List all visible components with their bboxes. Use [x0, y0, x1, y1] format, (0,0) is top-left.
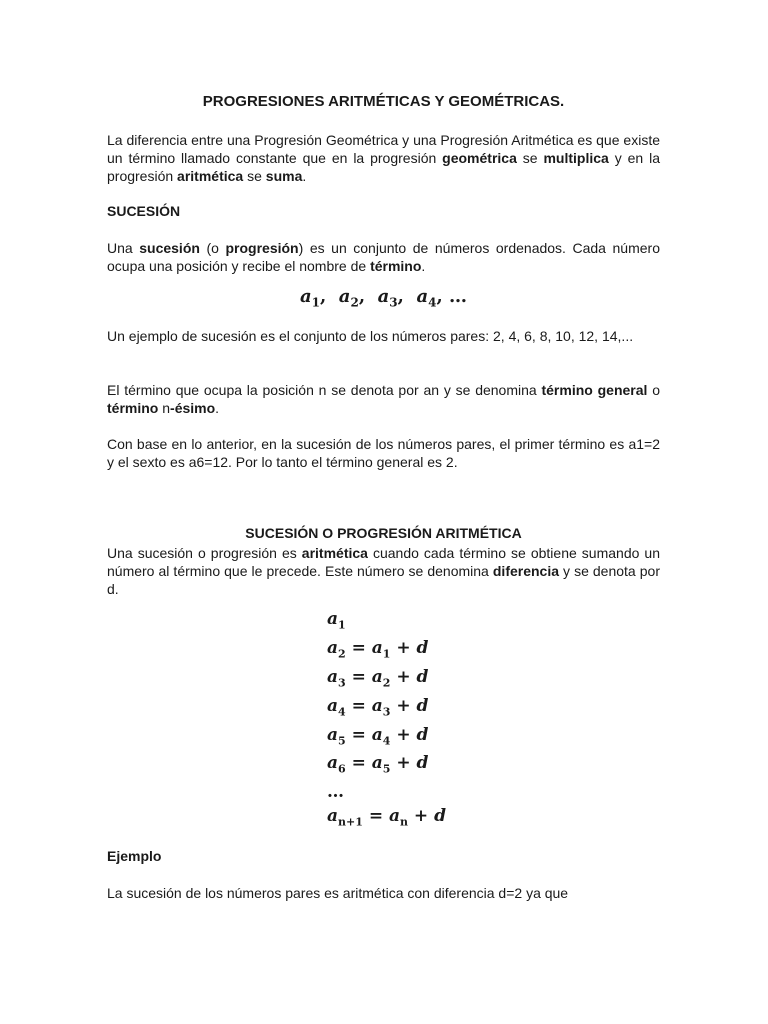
seq-term-4: $a_4$	[416, 286, 437, 310]
ejemplo-paragraph: La sucesión de los números pares es aritmética con diferencia d=2 ya que	[107, 885, 569, 901]
aritmetica-heading: SUCESIÓN O PROGRESIÓN ARITMÉTICA	[245, 525, 522, 541]
equation-ellipsis: …	[327, 782, 344, 803]
p5-bold-aritmetica: aritmética	[301, 545, 368, 561]
p1-bold-termino: término	[370, 258, 422, 274]
seq-term-1: $a_1$	[299, 286, 320, 310]
p3-bold-esimo: -ésimo	[170, 400, 216, 416]
p1-bold-sucesion: sucesión	[139, 240, 200, 256]
equation-row: $a_5 = a_4 + d$	[327, 724, 429, 747]
intro-text-1: La diferencia entre una Progresión Geométrica y una Progresión Aritmética es que existe un término llamado constante que en la progresión	[107, 132, 660, 166]
equation-general-term: $a_{n+1} = a_n + d$	[327, 805, 446, 829]
equation-row: $a_2 = a_1 + d$	[327, 637, 429, 661]
seq-ellipsis: …	[449, 286, 468, 307]
intro-text-5: .	[302, 168, 307, 184]
p5-text-3: y se denota por d.	[107, 563, 660, 597]
intro-bold-aritmetica: aritmética	[177, 168, 244, 184]
sequence-formula: $a_1$, $a_2$, $a_3$, $a_4$, …	[299, 286, 468, 310]
seq-term-3: $a_3$	[377, 286, 398, 310]
sucesion-definition-paragraph	[107, 239, 660, 275]
p1-text-1: Una	[107, 240, 140, 256]
seq-term-2: $a_2$	[338, 286, 359, 310]
intro-text-4: se	[243, 168, 266, 184]
intro-bold-geometrica: geométrica	[442, 150, 517, 166]
p3-text-3: n	[158, 400, 171, 416]
equation-row: $a_3 = a_2 + d$	[327, 666, 429, 690]
p1-text-4: .	[421, 258, 426, 274]
equation-row: $a_6 = a_5 + d$	[327, 753, 429, 776]
p5-text-1: Una sucesión o progresión es	[107, 545, 302, 561]
p1-text-3: ) es un conjunto de números ordenados. Cada número ocupa una posición y recibe el nombre de	[107, 240, 660, 274]
intro-paragraph	[107, 131, 660, 185]
p5-text-2: cuando cada término se obtiene sumando un número al término que le precede. Este número se denomina	[107, 545, 660, 579]
p3-bold-termino-general: término general	[541, 382, 648, 398]
equation-row: $a_4 = a_3 + d$	[327, 695, 429, 719]
p1-text-2: (o	[199, 240, 226, 256]
recurrence-equations	[327, 608, 446, 834]
base-anterior-paragraph: Con base en lo anterior, en la sucesión de los números pares, el primer término es a1=2 y el sexto es a6=12. Por lo tanto el término general es 2.	[107, 436, 660, 470]
intro-text-3: y en la progresión	[107, 150, 660, 184]
aritmetica-definition-paragraph	[107, 544, 660, 598]
equation-first-term: $a_1$	[327, 609, 346, 632]
pares-example-paragraph: Un ejemplo de sucesión es el conjunto de los números pares: 2, 4, 6, 8, 10, 12, 14,...	[107, 328, 634, 344]
p3-text-1: El término que ocupa la posición n se denota por an y se denomina	[107, 382, 542, 398]
p1-bold-progresion: progresión	[225, 240, 299, 256]
p3-text-2: o	[647, 382, 661, 398]
intro-text-2: se	[516, 150, 544, 166]
p3-text-4: .	[215, 400, 220, 416]
p3-bold-termino: término	[107, 400, 159, 416]
termino-general-paragraph	[107, 381, 660, 417]
p5-bold-diferencia: diferencia	[492, 563, 560, 579]
sucesion-heading: SUCESIÓN	[107, 203, 181, 219]
intro-bold-multiplica: multiplica	[543, 150, 609, 166]
ejemplo-heading: Ejemplo	[107, 848, 162, 864]
intro-bold-suma: suma	[265, 168, 303, 184]
page-title: PROGRESIONES ARITMÉTICAS Y GEOMÉTRICAS.	[202, 93, 565, 110]
